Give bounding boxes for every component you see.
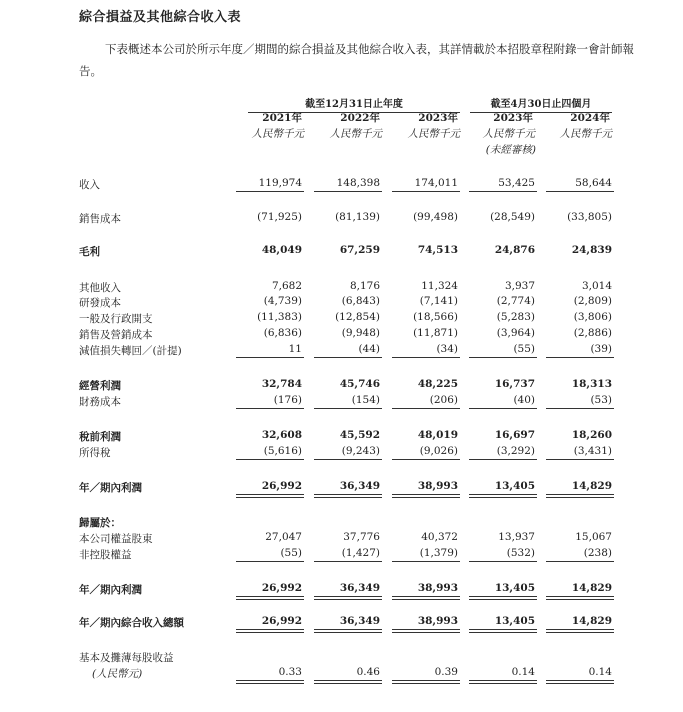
- row-label: 非控股權益: [79, 549, 132, 561]
- row-value: (3,964): [496, 327, 535, 339]
- year-2023: 2023年: [418, 112, 458, 124]
- single-underline: [392, 408, 460, 409]
- single-underline: [469, 408, 537, 409]
- row-value: 26,992: [261, 582, 302, 594]
- row-value: 26,992: [261, 615, 302, 627]
- row-value: (40): [513, 394, 535, 406]
- table-row: [0, 394, 683, 409]
- row-value: 40,372: [421, 531, 458, 543]
- table-row: [0, 547, 683, 562]
- row-value: (2,886): [573, 327, 612, 339]
- table-row: [0, 582, 683, 597]
- year-2022: 2022年: [340, 112, 380, 124]
- row-label: 其他收入: [79, 282, 121, 294]
- row-value: (154): [351, 394, 380, 406]
- single-underline: [392, 357, 460, 358]
- row-value: 11: [288, 343, 302, 355]
- row-label: (人民幣元): [92, 668, 143, 680]
- single-underline: [546, 459, 614, 460]
- row-value: 38,993: [417, 480, 458, 492]
- row-value: 3,937: [504, 280, 535, 292]
- row-value: (81,139): [335, 211, 380, 223]
- row-value: 0.33: [278, 666, 302, 678]
- table-row: [0, 650, 683, 665]
- row-value: 3,014: [581, 280, 612, 292]
- row-label: 銷售及營銷成本: [79, 329, 153, 341]
- row-value: (71,925): [257, 211, 302, 223]
- row-value: 11,324: [421, 280, 458, 292]
- double-underline: [546, 680, 614, 684]
- header-group-period-text: 截至4月30日止四個月: [490, 99, 592, 110]
- row-value: 45,746: [339, 378, 380, 390]
- table-row: [0, 295, 683, 310]
- single-underline: [236, 561, 304, 562]
- single-underline: [469, 561, 537, 562]
- row-value: 58,644: [575, 177, 612, 189]
- row-value: (6,843): [341, 295, 380, 307]
- header-group-year: [248, 95, 460, 110]
- row-value: (5,283): [496, 311, 535, 323]
- unit-col5: 人民幣千元: [559, 128, 612, 140]
- table-row: [0, 280, 683, 295]
- row-label: 所得稅: [79, 447, 111, 459]
- table-row: [0, 177, 683, 192]
- row-value: 174,011: [414, 177, 458, 189]
- single-underline: [469, 459, 537, 460]
- row-label: 基本及攤薄每股收益: [79, 652, 174, 664]
- single-underline: [236, 191, 304, 192]
- row-label: 年／期內利潤: [79, 584, 142, 596]
- row-label: 稅前利潤: [79, 431, 121, 443]
- single-underline: [392, 191, 460, 192]
- table-row: [0, 327, 683, 342]
- row-value: (3,806): [573, 311, 612, 323]
- row-label: 減值損失轉回／(計提): [79, 345, 182, 357]
- row-value: (2,809): [573, 295, 612, 307]
- row-value: 14,829: [571, 615, 612, 627]
- single-underline: [314, 459, 382, 460]
- row-value: 36,349: [339, 615, 380, 627]
- row-value: 24,876: [494, 244, 535, 256]
- row-value: (11,871): [413, 327, 458, 339]
- row-value: 27,047: [265, 531, 302, 543]
- double-underline: [546, 494, 614, 498]
- row-label: 年／期內利潤: [79, 482, 142, 494]
- row-value: 36,349: [339, 582, 380, 594]
- row-value: 38,993: [417, 582, 458, 594]
- double-underline: [236, 596, 304, 600]
- row-value: (53): [590, 394, 612, 406]
- unit-col3: 人民幣千元: [407, 128, 460, 140]
- row-value: 0.39: [434, 666, 458, 678]
- double-underline: [236, 680, 304, 684]
- row-value: 15,067: [575, 531, 612, 543]
- row-value: (1,427): [341, 547, 380, 559]
- row-value: 74,513: [417, 244, 458, 256]
- table-row: [0, 515, 683, 530]
- row-value: (44): [358, 343, 380, 355]
- row-value: 67,259: [339, 244, 380, 256]
- row-value: 13,405: [494, 582, 535, 594]
- double-underline: [469, 596, 537, 600]
- row-value: 36,349: [339, 480, 380, 492]
- row-value: (33,805): [567, 211, 612, 223]
- table-row: [0, 480, 683, 495]
- row-value: 16,737: [494, 378, 535, 390]
- row-value: (28,549): [490, 211, 535, 223]
- section-title: 綜合損益及其他綜合收入表: [79, 10, 242, 25]
- double-underline: [314, 680, 382, 684]
- row-value: (18,566): [413, 311, 458, 323]
- table-row: [0, 211, 683, 226]
- row-value: (176): [273, 394, 302, 406]
- row-value: 26,992: [261, 480, 302, 492]
- row-label: 銷售成本: [79, 213, 121, 225]
- double-underline: [314, 596, 382, 600]
- row-value: 119,974: [258, 177, 302, 189]
- table-row: [0, 244, 683, 259]
- table-row: [0, 445, 683, 460]
- header-group-year-text: 截至12月31日止年度: [305, 99, 403, 110]
- double-underline: [314, 629, 382, 633]
- intro-paragraph: 下表概述本公司於所示年度／期間的綜合損益及其他綜合收入表，其詳情載於本招股章程附錄一會計師報告。: [79, 42, 634, 78]
- row-value: (9,243): [341, 445, 380, 457]
- row-value: 18,260: [571, 429, 612, 441]
- row-value: 0.14: [511, 666, 535, 678]
- single-underline: [546, 561, 614, 562]
- row-value: 14,829: [571, 582, 612, 594]
- single-underline: [314, 561, 382, 562]
- single-underline: [469, 357, 537, 358]
- row-value: 18,313: [571, 378, 612, 390]
- row-label: 研發成本: [79, 297, 121, 309]
- row-value: 13,405: [494, 480, 535, 492]
- year-2024-period: 2024年: [570, 112, 610, 124]
- row-value: 37,776: [343, 531, 380, 543]
- year-2021: 2021年: [262, 112, 302, 124]
- row-value: (532): [506, 547, 535, 559]
- double-underline: [469, 680, 537, 684]
- row-value: (9,948): [341, 327, 380, 339]
- unaudited-note: (未經審核): [485, 144, 536, 156]
- row-value: 45,592: [339, 429, 380, 441]
- row-value: 0.46: [356, 666, 380, 678]
- double-underline: [392, 596, 460, 600]
- row-value: 24,839: [571, 244, 612, 256]
- unit-col1: 人民幣千元: [251, 128, 304, 140]
- row-value: 13,937: [498, 531, 535, 543]
- row-value: 48,225: [417, 378, 458, 390]
- row-value: 7,682: [271, 280, 302, 292]
- row-value: (3,431): [573, 445, 612, 457]
- row-value: (11,383): [257, 311, 302, 323]
- row-value: (2,774): [496, 295, 535, 307]
- single-underline: [392, 561, 460, 562]
- double-underline: [546, 596, 614, 600]
- single-underline: [314, 191, 382, 192]
- single-underline: [236, 357, 304, 358]
- year-2023-period: 2023年: [493, 112, 533, 124]
- row-value: (1,379): [419, 547, 458, 559]
- row-value: (3,292): [496, 445, 535, 457]
- table-row: [0, 378, 683, 393]
- row-value: (4,739): [263, 295, 302, 307]
- table-row: [0, 343, 683, 358]
- row-value: 48,019: [417, 429, 458, 441]
- table-row: [0, 666, 683, 681]
- row-value: (99,498): [413, 211, 458, 223]
- double-underline: [546, 629, 614, 633]
- row-value: (12,854): [335, 311, 380, 323]
- table-row: [0, 615, 683, 630]
- row-value: 16,697: [494, 429, 535, 441]
- double-underline: [469, 494, 537, 498]
- row-value: 48,049: [261, 244, 302, 256]
- header-group-period: [470, 95, 612, 110]
- double-underline: [392, 680, 460, 684]
- single-underline: [546, 191, 614, 192]
- single-underline: [314, 408, 382, 409]
- row-value: (55): [513, 343, 535, 355]
- row-value: 32,608: [261, 429, 302, 441]
- row-label: 一般及行政開支: [79, 313, 153, 325]
- row-label: 收入: [79, 179, 100, 191]
- row-label: 財務成本: [79, 396, 121, 408]
- unit-col2: 人民幣千元: [329, 128, 382, 140]
- single-underline: [392, 459, 460, 460]
- single-underline: [236, 459, 304, 460]
- row-value: 13,405: [494, 615, 535, 627]
- double-underline: [236, 494, 304, 498]
- row-value: 0.14: [588, 666, 612, 678]
- double-underline: [236, 629, 304, 633]
- table-row: [0, 531, 683, 546]
- single-underline: [546, 357, 614, 358]
- single-underline: [469, 191, 537, 192]
- single-underline: [236, 408, 304, 409]
- unit-col4: 人民幣千元: [482, 128, 535, 140]
- table-row: [0, 311, 683, 326]
- row-value: (7,141): [419, 295, 458, 307]
- double-underline: [392, 629, 460, 633]
- row-value: 14,829: [571, 480, 612, 492]
- row-value: (34): [436, 343, 458, 355]
- row-value: (55): [280, 547, 302, 559]
- row-value: (206): [429, 394, 458, 406]
- row-value: (9,026): [419, 445, 458, 457]
- row-label: 歸屬於：: [79, 517, 121, 529]
- row-label: 毛利: [79, 246, 100, 258]
- row-value: (39): [590, 343, 612, 355]
- row-value: (238): [583, 547, 612, 559]
- single-underline: [546, 408, 614, 409]
- double-underline: [392, 494, 460, 498]
- double-underline: [314, 494, 382, 498]
- row-value: 32,784: [261, 378, 302, 390]
- row-value: (6,836): [263, 327, 302, 339]
- row-value: (5,616): [263, 445, 302, 457]
- row-label: 經營利潤: [79, 380, 121, 392]
- row-value: 148,398: [336, 177, 380, 189]
- row-value: 38,993: [417, 615, 458, 627]
- row-label: 年／期內綜合收入總額: [79, 617, 184, 629]
- row-value: 8,176: [349, 280, 380, 292]
- table-row: [0, 429, 683, 444]
- single-underline: [314, 357, 382, 358]
- row-label: 本公司權益股東: [79, 533, 153, 545]
- row-value: 53,425: [498, 177, 535, 189]
- double-underline: [469, 629, 537, 633]
